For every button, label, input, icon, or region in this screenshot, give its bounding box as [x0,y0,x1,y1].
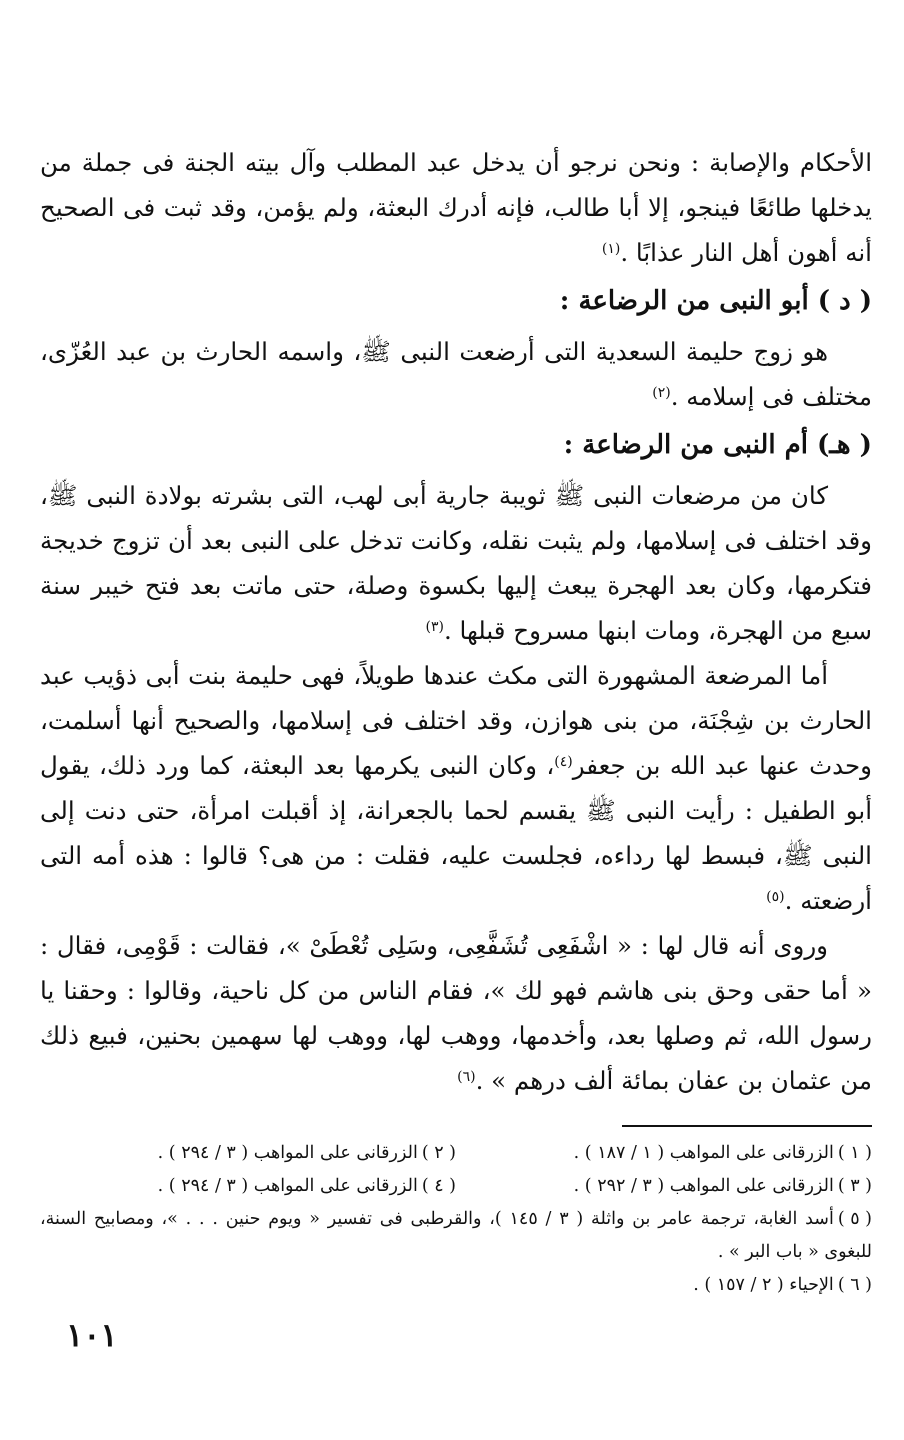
footnote-1: ( ١ )الزرقانى على المواهب ( ١ / ١٨٧ ) . [573,1143,872,1163]
page-number: ١٠١ [66,1316,118,1354]
footnote-ref: (٥) [766,889,785,905]
footnote-3: ( ٣ )الزرقانى على المواهب ( ٣ / ٢٩٢ ) . [573,1176,872,1196]
paragraph-thuwayba: كان من مرضعات النبى ﷺ ثويبة جارية أبى لهب، التى بشرته بولادة النبى ﷺ، وقد اختلف فى إسلامها، ولم يثبت نقله، وكانت تدخل على النبى بعد أن تزوج خديجة فتكرمها، وكان بعد الهجرة يبعث إليها بكسوة وصلة، حتى ماتت بعد فتح خيبر سنة سبع من الهجرة، ومات ابنها مسروح قبلها .$^{(٣)}$ [40,481,872,645]
footnote-row [40,1170,872,1203]
main-text [40,140,872,1103]
footnote-5: ( ٥ )أسد الغابة، ترجمة عامر بن واثلة ( ٣ / ١٤٥ )، والقرطبى فى تفسير « ويوم حنين . . . »، ومصابيح السنة، للبغوى « باب البر » . [40,1209,872,1262]
footnote-row [40,1137,872,1170]
footnote-ref: (٢) [652,385,671,401]
paragraph-halima: أما المرضعة المشهورة التى مكث عندها طويلاً، فهى حليمة بنت أبى ذؤيب عبد الحارث بن شِجْنَة، من بنى هوازن، وقد اختلف فى إسلامها، والصحيح أنها أسلمت، وحدث عنها عبد الله بن جعفر$^{(٤)}$، وكان النبى يكرمها بعد البعثة، كما ورد ذلك، يقول أبو الطفيل : رأيت النبى ﷺ يقسم لحما بالجعرانة، إذ أقبلت امرأة، حتى دنت إلى النبى ﷺ، فبسط لها رداءه، فجلست عليه، فقلت : من هى؟ قالوا : هذه أمه التى أرضعته .$^{(٥)}$ [40,661,872,915]
heading-foster-mother: ( هـ) أم النبى من الرضاعة : [563,430,872,460]
footnote-ref: (١) [601,241,621,257]
paragraph-foster-father: هو زوج حليمة السعدية التى أرضعت النبى ﷺ، واسمه الحارث بن عبد العُزّى، مختلف فى إسلامه .$^{(٢)}$ [40,337,872,411]
footnotes [40,1137,872,1302]
footnote-2: ( ٢ )الزرقانى على المواهب ( ٣ / ٢٩٤ ) . [157,1143,456,1163]
footnote-ref: (٣) [425,619,444,635]
paragraph-narration: وروى أنه قال لها : « اشْفَعِى تُشَفَّعِى، وسَلِى تُعْطَىْ »، فقالت : قَوْمِى، فقال : « أما حقى وحق بنى هاشم فهو لك »، فقام الناس من كل ناحية، وقالوا : وحقنا يا رسول الله، ثم وصلها بعد، وأخدمها، ووهب لها، ووهب لها سهمين بحنين، فبيع ذلك من عثمان بن عفان بمائة ألف درهم » .$^{(٦)}$ [40,931,872,1095]
footnote-4: ( ٤ )الزرقانى على المواهب ( ٣ / ٢٩٤ ) . [157,1176,456,1196]
footnote-ref: (٦) [457,1069,476,1085]
heading-foster-father: ( د ) أبو النبى من الرضاعة : [559,286,872,316]
intro-paragraph: الأحكام والإصابة : ونحن نرجو أن يدخل عبد المطلب وآل بيته الجنة فى جملة من يدخلها طائعًا فينجو، إلا أبا طالب، فإنه أدرك البعثة، ولم يؤمن، وقد ثبت فى الصحيح أنه أهون أهل النار عذابًا .$^{(١)}$ [40,148,872,267]
footnote-6: ( ٦ )الإحياء ( ٢ / ١٥٧ ) . [693,1275,872,1295]
footnote-ref: (٤) [554,754,573,770]
footnote-separator [622,1125,872,1127]
